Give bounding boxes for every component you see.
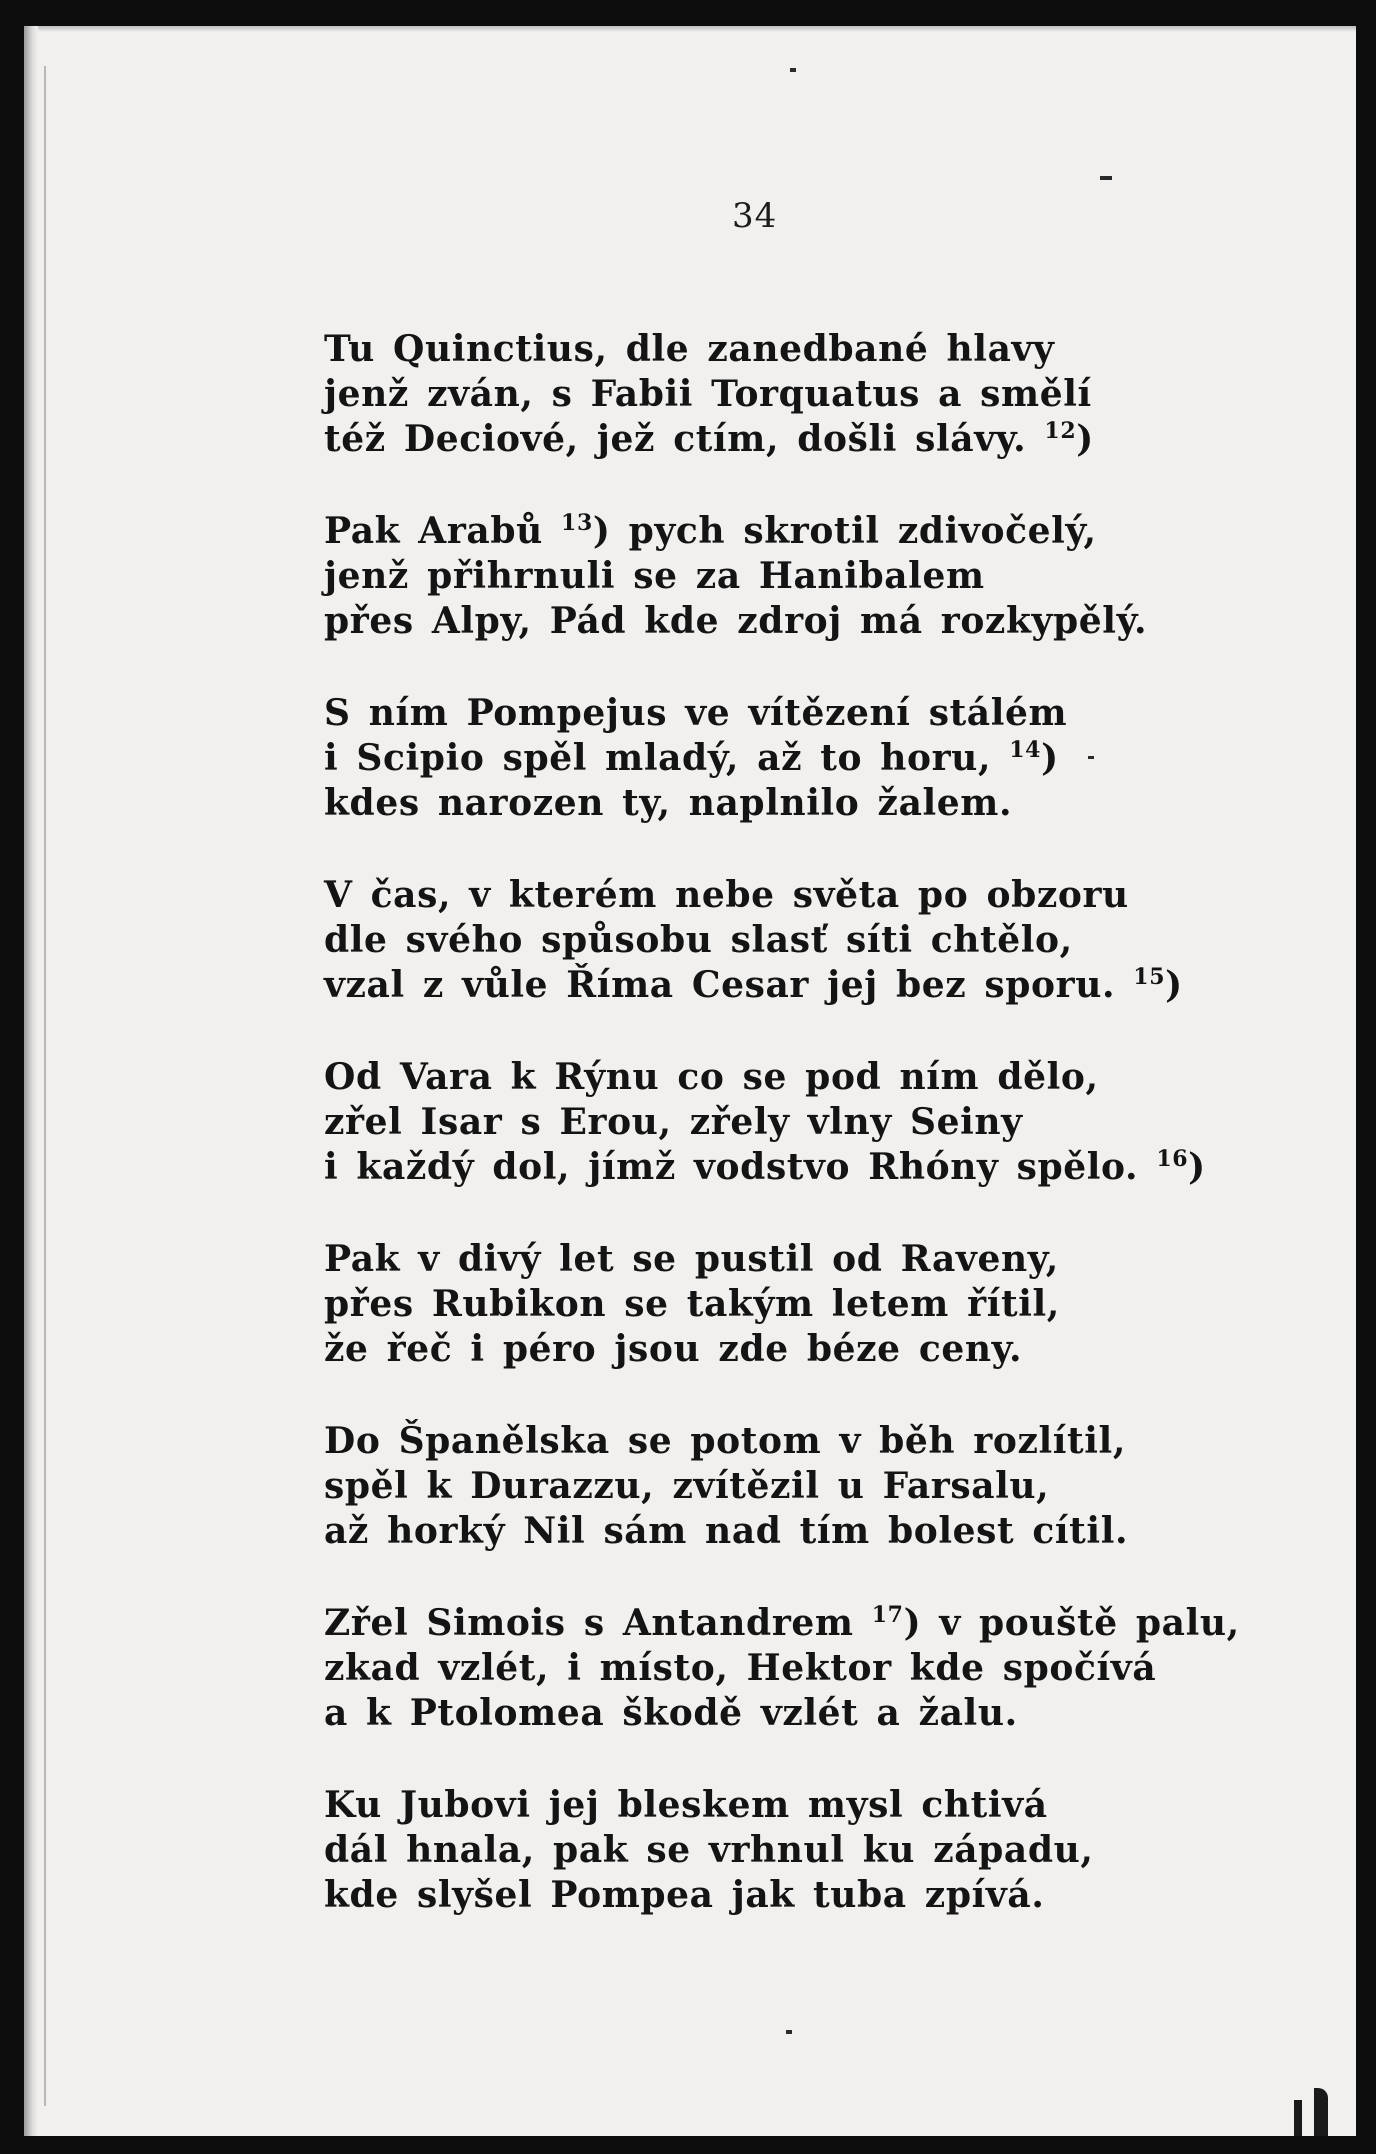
verse-text-tail: )	[1188, 1146, 1206, 1188]
verse-text: Zřel Simois s Antandrem	[324, 1602, 854, 1644]
verse-text: vzal z vůle Říma Cesar jej bez sporu.	[324, 964, 1116, 1006]
stanza	[324, 1419, 1204, 1554]
verse-text-tail: )	[1165, 964, 1183, 1006]
verse-text: zřel Isar s Erou, zřely vlny Seiny	[324, 1101, 1023, 1143]
stanza	[324, 509, 1204, 644]
stanza	[324, 691, 1204, 826]
footnote-marker: 16	[1156, 1146, 1189, 1172]
verse-line	[324, 1419, 1204, 1464]
verse-line	[324, 918, 1204, 963]
verse-line	[324, 599, 1204, 644]
verse-text: Tu Quinctius, dle zanedbané hlavy	[324, 328, 1055, 370]
verse-line	[324, 1145, 1204, 1190]
stanza	[324, 873, 1204, 1008]
verse-text: přes Alpy, Pád kde zdroj má rozkypělý.	[324, 600, 1148, 642]
verse-text: i Scipio spěl mladý, až to horu,	[324, 737, 992, 779]
verse-text: že řeč i péro jsou zde béze ceny.	[324, 1328, 1023, 1370]
verse-text: Ku Jubovi jej bleskem mysl chtivá	[324, 1784, 1048, 1826]
verse-line	[324, 1237, 1204, 1282]
verse-text: též Deciové, jež ctím, došli slávy.	[324, 418, 1027, 460]
verse-text: Od Vara k Rýnu co se pod ním dělo,	[324, 1056, 1099, 1098]
verse-text: i každý dol, jímž vodstvo Rhóny spělo.	[324, 1146, 1139, 1188]
stanza	[324, 1237, 1204, 1372]
verse-text: zkad vzlét, i místo, Hektor kde spočívá	[324, 1647, 1157, 1689]
verse-line	[324, 417, 1204, 462]
verse-line	[324, 1601, 1240, 1646]
page-top-shadow	[24, 26, 1356, 32]
verse-text: kde slyšel Pompea jak tuba zpívá.	[324, 1874, 1045, 1916]
verse-text-tail: )	[1076, 418, 1094, 460]
verse-line	[324, 554, 1204, 599]
footnote-marker: 17	[871, 1602, 904, 1628]
paper-speck	[1100, 176, 1112, 180]
verse-line	[324, 327, 1204, 372]
verse-line	[324, 1327, 1204, 1372]
footnote-marker: 14	[1009, 737, 1042, 763]
verse-text: Do Španělska se potom v běh rozlítil,	[324, 1420, 1126, 1462]
verse-text: dle svého spůsobu slasť síti chtělo,	[324, 919, 1073, 961]
page-gutter-line	[44, 66, 46, 2106]
verse-line	[324, 1055, 1204, 1100]
verse-text: Pak v divý let se pustil od Raveny,	[324, 1238, 1059, 1280]
stanza	[324, 1601, 1240, 1736]
verse-line	[324, 1873, 1204, 1918]
verse-text: až horký Nil sám nad tím bolest cítil.	[324, 1510, 1129, 1552]
verse-line	[324, 963, 1204, 1008]
verse-text-tail: ) pych skrotil zdivočelý,	[592, 510, 1097, 552]
verse-text: kdes narozen ty, naplnilo žalem.	[324, 782, 1013, 824]
verse-line	[324, 1282, 1204, 1327]
verse-line	[324, 372, 1204, 417]
book-page	[24, 26, 1356, 2136]
verse-line	[324, 781, 1204, 826]
verse-line	[324, 1691, 1204, 1736]
verse-text: a k Ptolomea škodě vzlét a žalu.	[324, 1692, 1018, 1734]
verse-text: jenž přihrnuli se za Hanibalem	[324, 555, 985, 597]
verse-line	[324, 1783, 1204, 1828]
paper-speck	[786, 2030, 792, 2034]
verse-line	[324, 1100, 1204, 1145]
paper-speck	[790, 68, 796, 72]
verse-line	[324, 1828, 1204, 1873]
verse-text-tail: ) v pouště palu,	[903, 1602, 1240, 1644]
verse-line	[324, 736, 1204, 781]
stanza	[324, 1783, 1204, 1918]
verse-line	[324, 873, 1204, 918]
page-gutter-shadow	[24, 26, 38, 2136]
poem-body	[324, 327, 1240, 1965]
verse-line	[324, 1464, 1204, 1509]
verse-line	[324, 1646, 1204, 1691]
verse-text: jenž zván, s Fabii Torquatus a smělí	[324, 373, 1092, 415]
verse-text-tail: )	[1041, 737, 1059, 779]
verse-line	[324, 509, 1204, 554]
verse-text: spěl k Durazzu, zvítězil u Farsalu,	[324, 1465, 1050, 1507]
footnote-marker: 13	[561, 510, 593, 536]
scan-edge-mark	[1294, 2082, 1334, 2136]
verse-text: přes Rubikon se takým letem řítil,	[324, 1283, 1060, 1325]
verse-text: dál hnala, pak se vrhnul ku západu,	[324, 1829, 1094, 1871]
footnote-marker: 12	[1044, 418, 1077, 444]
footnote-marker: 15	[1133, 964, 1166, 990]
verse-line	[324, 691, 1204, 736]
verse-line	[324, 1509, 1204, 1554]
verse-text: V čas, v kterém nebe světa po obzoru	[324, 874, 1129, 916]
stanza	[324, 327, 1204, 462]
stanza	[324, 1055, 1204, 1190]
verse-text: S ním Pompejus ve vítězení stálém	[324, 692, 1068, 734]
page-number: 34	[732, 196, 778, 236]
verse-text: Pak Arabů	[324, 510, 543, 552]
